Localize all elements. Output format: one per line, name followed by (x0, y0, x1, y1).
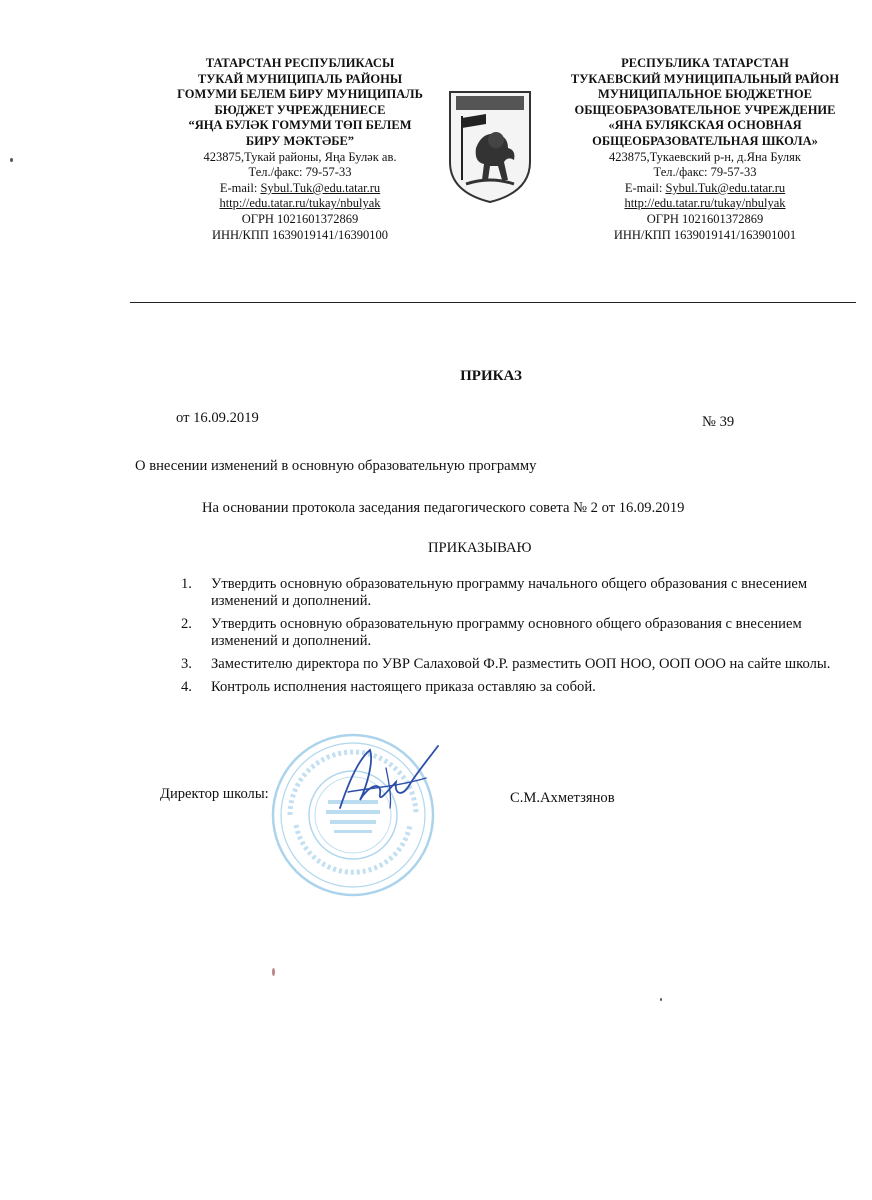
header-right-line: «ЯНА БУЛЯКСКАЯ ОСНОВНАЯ (608, 118, 802, 133)
header-right-inn: ИНН/КПП 1639019141/163901001 (613, 227, 797, 242)
header-right-line: ОБЩЕОБРАЗОВАТЕЛЬНАЯ ШКОЛА» (592, 133, 818, 148)
item-text: Заместителю директора по УВР Салаховой Ф.Р. разместить ООП НОО, ООП ООО на сайте школы. (211, 656, 831, 672)
item-text: Утвердить основную образовательную программу основного общего образования с внесением изменений и дополнений. (211, 616, 802, 649)
item-text: Контроль исполнения настоящего приказа оставляю за собой. (211, 679, 596, 695)
list-item (175, 656, 835, 673)
header-left-email-link[interactable]: Sybul.Tuk@edu.tatar.ru (260, 180, 381, 195)
list-item (175, 679, 835, 696)
order-items (175, 576, 835, 702)
coat-of-arms-icon (446, 88, 534, 206)
document-number: № 39 (702, 414, 735, 430)
document-basis: На основании протокола заседания педагогического совета № 2 от 16.09.2019 (202, 500, 685, 516)
header-left-site-link[interactable]: http://edu.tatar.ru/tukay/nbulyak (219, 196, 381, 211)
header-left-line: БИРУ МӘКТӘБЕ” (245, 133, 355, 148)
item-number: 4. (181, 679, 192, 695)
header-left-line: БЮДЖЕТ УЧРЕЖДЕНИЕСЕ (214, 102, 386, 117)
signatory-name: С.М.Ахметзянов (510, 790, 615, 806)
header-left-line: ТАТАРСТАН РЕСПУБЛИКАСЫ (205, 56, 395, 70)
item-text: Утвердить основную образовательную программу начального общего образования с внесением изменений и дополнений. (211, 576, 808, 609)
header-right-line: ТУКАЕВСКИЙ МУНИЦИПАЛЬНЫЙ РАЙОН (570, 71, 840, 86)
list-item (175, 576, 835, 610)
header-left-line: ГОМУМИ БЕЛЕМ БИРУ МУНИЦИПАЛЬ (177, 87, 423, 102)
scan-speck (660, 998, 662, 1001)
document-title: ПРИКАЗ (460, 368, 522, 384)
header-left-ogrn: ОГРН 1021601372869 (241, 211, 359, 226)
document-date: от 16.09.2019 (176, 410, 259, 426)
header-right-line: РЕСПУБЛИКА ТАТАРСТАН (621, 56, 789, 70)
header-right-line: ОБЩЕОБРАЗОВАТЕЛЬНОЕ УЧРЕЖДЕНИЕ (574, 102, 836, 117)
header-divider (130, 302, 856, 303)
header-right-email-line (540, 181, 870, 197)
header-right-ogrn: ОГРН 1021601372869 (646, 211, 764, 226)
document-subject: О внесении изменений в основную образовательную программу (135, 458, 537, 474)
list-item (175, 616, 835, 650)
order-word: ПРИКАЗЫВАЮ (428, 540, 532, 556)
header-right-email-link[interactable]: Sybul.Tuk@edu.tatar.ru (665, 180, 786, 195)
header-left-line: “ЯҢА БУЛӘК ГОМУМИ ТӨП БЕЛЕМ (188, 118, 412, 133)
item-number: 2. (181, 616, 192, 632)
header-left-line: ТУКАЙ МУНИЦИПАЛЬ РАЙОНЫ (197, 71, 403, 86)
header-right (540, 56, 870, 243)
scan-speck (10, 158, 13, 162)
email-label: E-mail: (624, 180, 666, 195)
header-right-phone: Тел./факс: 79-57-33 (653, 165, 757, 180)
item-number: 1. (181, 576, 192, 592)
header-left-address: 423875,Тукай районы, Яңа Буләк ав. (203, 149, 397, 164)
scan-speck (272, 968, 275, 976)
header-left-email-line (150, 181, 450, 197)
header-left-inn: ИНН/КПП 1639019141/16390100 (211, 227, 389, 242)
header-right-line: МУНИЦИПАЛЬНОЕ БЮДЖЕТНОЕ (598, 87, 812, 102)
header-left (150, 56, 450, 243)
signature-icon (330, 738, 450, 818)
header-left-phone: Тел./факс: 79-57-33 (248, 165, 352, 180)
item-number: 3. (181, 656, 192, 672)
email-label: E-mail: (219, 180, 261, 195)
signature-label: Директор школы: (160, 786, 269, 802)
header-right-site-link[interactable]: http://edu.tatar.ru/tukay/nbulyak (624, 196, 786, 211)
header-right-address: 423875,Тукаевский р-н, д.Яна Буляк (609, 149, 801, 164)
